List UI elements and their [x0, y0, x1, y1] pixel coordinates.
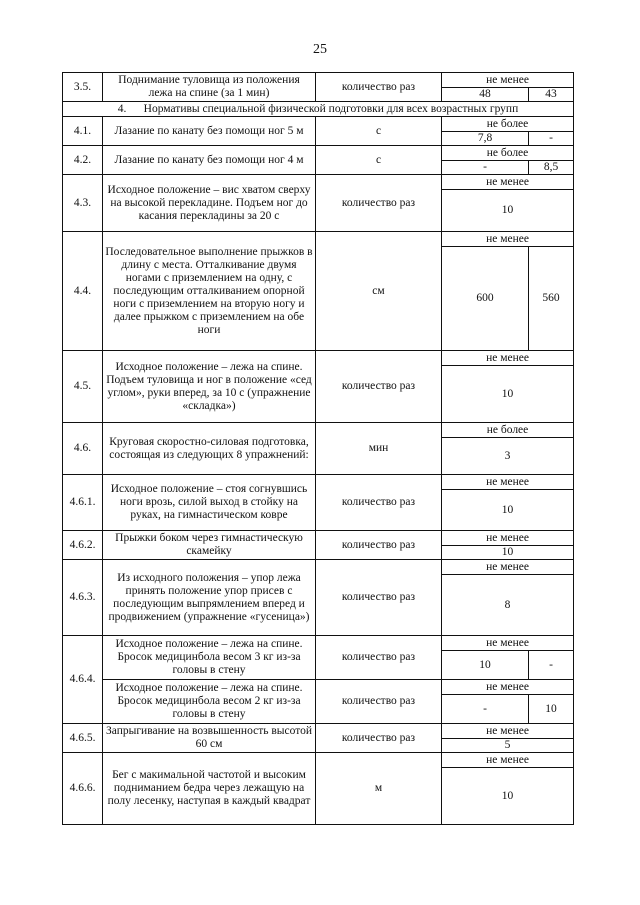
table-row	[63, 351, 574, 366]
norm-label: не менее	[442, 351, 574, 366]
exercise-name: Исходное положение – лежа на спине. Подъем туловища и ног в положение «сед углом», руки вперед, за 10 с (упражнение «складка»)	[103, 351, 316, 423]
exercise-name: Запрыгивание на возвышенность высотой 60 см	[103, 724, 316, 753]
row-number: 4.3.	[63, 175, 103, 232]
exercise-name: Лазание по канату без помощи ног 5 м	[103, 117, 316, 146]
table-row	[63, 680, 574, 695]
table-row	[63, 73, 574, 88]
unit: количество раз	[316, 175, 442, 232]
norm-label: не менее	[442, 560, 574, 575]
section-number: 4.	[117, 102, 127, 115]
section-heading	[63, 102, 574, 117]
table-row	[63, 724, 574, 739]
exercise-name: Круговая скоростно-силовая подготовка, состоящая из следующих 8 упражнений:	[103, 423, 316, 475]
value: 10	[442, 546, 574, 560]
value-1: 7,8	[442, 132, 529, 146]
exercise-name: Прыжки боком через гимнастическую скамейку	[103, 531, 316, 560]
norm-label: не менее	[442, 724, 574, 739]
row-number: 4.6.3.	[63, 560, 103, 636]
row-number: 4.6.6.	[63, 753, 103, 825]
value-1: 600	[442, 247, 529, 351]
table-row	[63, 560, 574, 575]
norm-label: не менее	[442, 531, 574, 546]
exercise-name: Бег с макимальной частотой и высоким подниманием бедра через лежащую на полу лесенку, наступая в каждый квадрат	[103, 753, 316, 825]
unit: количество раз	[316, 636, 442, 680]
table-row	[63, 531, 574, 546]
table-row	[63, 232, 574, 247]
norm-label: не менее	[442, 73, 574, 88]
value: 3	[442, 438, 574, 475]
table-row	[63, 175, 574, 190]
unit: количество раз	[316, 531, 442, 560]
row-number: 4.6.5.	[63, 724, 103, 753]
unit: с	[316, 117, 442, 146]
section-title: Нормативы специальной физической подготовки для всех возрастных групп	[143, 102, 519, 115]
unit: см	[316, 232, 442, 351]
section-row	[63, 102, 574, 117]
row-number: 4.2.	[63, 146, 103, 175]
norm-label: не менее	[442, 636, 574, 651]
row-number: 4.4.	[63, 232, 103, 351]
norm-label: не более	[442, 423, 574, 438]
norm-label: не менее	[442, 175, 574, 190]
row-number: 4.6.4.	[63, 636, 103, 724]
value: 10	[442, 366, 574, 423]
value-2: 560	[529, 247, 574, 351]
table-row	[63, 117, 574, 132]
table-row	[63, 146, 574, 161]
unit: м	[316, 753, 442, 825]
norm-label: не менее	[442, 753, 574, 768]
page-number: 25	[313, 42, 327, 57]
value-1: 10	[442, 651, 529, 680]
value-1: -	[442, 161, 529, 175]
unit: с	[316, 146, 442, 175]
unit: количество раз	[316, 73, 442, 102]
norm-label: не менее	[442, 475, 574, 490]
unit: количество раз	[316, 560, 442, 636]
exercise-name: Поднимание туловища из положения лежа на спине (за 1 мин)	[103, 73, 316, 102]
value: 10	[442, 190, 574, 232]
norm-label: не менее	[442, 232, 574, 247]
row-number: 4.6.	[63, 423, 103, 475]
row-number: 3.5.	[63, 73, 103, 102]
unit: количество раз	[316, 351, 442, 423]
exercise-name: Последовательное выполнение прыжков в длину с места. Отталкивание двумя ногами с приземлением на одну, с последующим отталкиванием опорной ноги с приземлением на вторую ногу и далее прыжком с приземлением на обе ноги	[103, 232, 316, 351]
exercise-name: Исходное положение – лежа на спине. Бросок медицинбола весом 3 кг из-за головы в стену	[103, 636, 316, 680]
table-row	[63, 753, 574, 768]
row-number: 4.6.1.	[63, 475, 103, 531]
unit: количество раз	[316, 475, 442, 531]
value-1: 48	[442, 88, 529, 102]
row-number: 4.1.	[63, 117, 103, 146]
value: 10	[442, 490, 574, 531]
exercise-name: Исходное положение – вис хватом сверху на высокой перекладине. Подъем ног до касания перекладины за 20 с	[103, 175, 316, 232]
value: 10	[442, 768, 574, 825]
value-2: -	[529, 132, 574, 146]
value-2: 43	[529, 88, 574, 102]
value: 5	[442, 739, 574, 753]
exercise-name: Исходное положение – лежа на спине. Бросок медицинбола весом 2 кг из-за головы в стену	[103, 680, 316, 724]
norm-label: не более	[442, 146, 574, 161]
value-1: -	[442, 695, 529, 724]
unit: количество раз	[316, 680, 442, 724]
exercise-name: Лазание по канату без помощи ног 4 м	[103, 146, 316, 175]
value-2: -	[529, 651, 574, 680]
value-2: 10	[529, 695, 574, 724]
norm-label: не более	[442, 117, 574, 132]
exercise-name: Из исходного положения – упор лежа принять положение упор присев с последующим выпрямлением вперед и продвижением (упражнение «гусеница»)	[103, 560, 316, 636]
row-number: 4.6.2.	[63, 531, 103, 560]
value-2: 8,5	[529, 161, 574, 175]
value: 8	[442, 575, 574, 636]
table-row	[63, 423, 574, 438]
norms-table	[62, 72, 574, 825]
exercise-name: Исходное положение – стоя согнувшись ноги врозь, силой выход в стойку на руках, на гимнастическом ковре	[103, 475, 316, 531]
norm-label: не менее	[442, 680, 574, 695]
row-number: 4.5.	[63, 351, 103, 423]
table-row	[63, 475, 574, 490]
unit: мин	[316, 423, 442, 475]
unit: количество раз	[316, 724, 442, 753]
table-row	[63, 636, 574, 651]
